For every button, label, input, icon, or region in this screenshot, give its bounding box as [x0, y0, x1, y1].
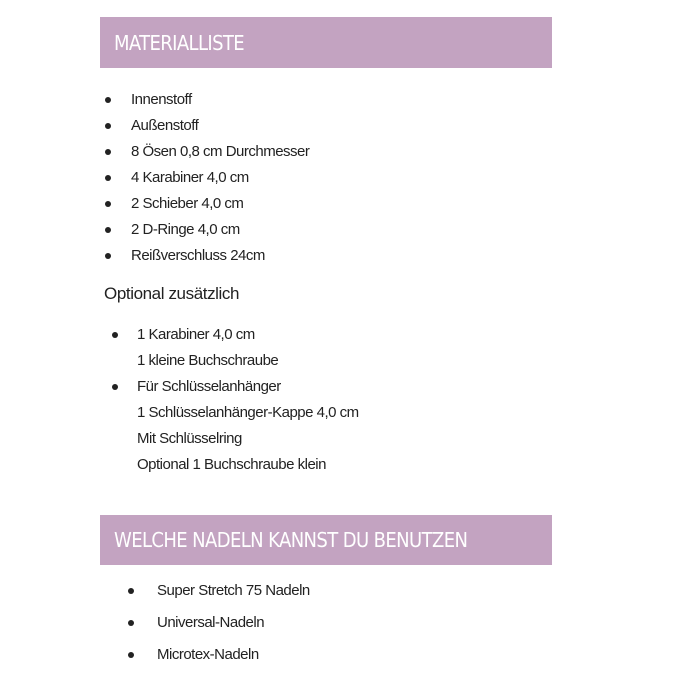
list-item [131, 167, 309, 193]
list-item-text: Reißverschluss 24cm [131, 247, 265, 264]
list-item [131, 245, 309, 271]
needles-list [157, 580, 310, 676]
list-item [137, 324, 359, 376]
list-item-text: 1 kleine Buchschraube [137, 352, 279, 369]
optional-heading: Optional zusätzlich [104, 284, 240, 303]
bullet-icon [128, 620, 134, 626]
bullet-icon [128, 652, 134, 658]
list-item-text: 4 Karabiner 4,0 cm [131, 169, 249, 186]
optional-list [137, 324, 359, 480]
list-item-text: Optional 1 Buchschraube klein [137, 456, 326, 473]
list-item [131, 89, 309, 115]
list-item-text: 1 Karabiner 4,0 cm [137, 326, 255, 343]
list-item-text: 2 D-Ringe 4,0 cm [131, 221, 240, 238]
list-item [157, 644, 310, 676]
list-item [131, 141, 309, 167]
list-item-text: Universal-Nadeln [157, 614, 265, 631]
bullet-icon [105, 227, 111, 233]
list-item [137, 376, 359, 480]
list-item [157, 580, 310, 612]
list-item-text: 1 Schlüsselanhänger-Kappe 4,0 cm [137, 404, 359, 421]
list-item-text: Microtex-Nadeln [157, 646, 259, 663]
bullet-icon [112, 384, 118, 390]
needles-heading-band [100, 515, 552, 565]
bullet-icon [105, 123, 111, 129]
bullet-icon [105, 97, 111, 103]
list-item-text: 2 Schieber 4,0 cm [131, 195, 244, 212]
list-item-text: Super Stretch 75 Nadeln [157, 582, 310, 599]
list-item [131, 115, 309, 141]
needles-heading: WELCHE NADELN KANNST DU BENUTZEN [114, 528, 468, 552]
list-item [131, 219, 309, 245]
bullet-icon [112, 332, 118, 338]
bullet-icon [105, 201, 111, 207]
bullet-icon [105, 253, 111, 259]
list-item-text: 8 Ösen 0,8 cm Durchmesser [131, 143, 310, 160]
list-item-text: Außenstoff [131, 117, 199, 134]
list-item [157, 612, 310, 644]
bullet-icon [105, 175, 111, 181]
materials-heading-band [100, 17, 552, 68]
materials-list [131, 89, 309, 271]
bullet-icon [105, 149, 111, 155]
list-item-text: Innenstoff [131, 91, 192, 108]
materials-heading: MATERIALLISTE [114, 30, 245, 55]
bullet-icon [128, 588, 134, 594]
list-item-text: Für Schlüsselanhänger [137, 378, 281, 395]
list-item [131, 193, 309, 219]
list-item-text: Mit Schlüsselring [137, 430, 242, 447]
